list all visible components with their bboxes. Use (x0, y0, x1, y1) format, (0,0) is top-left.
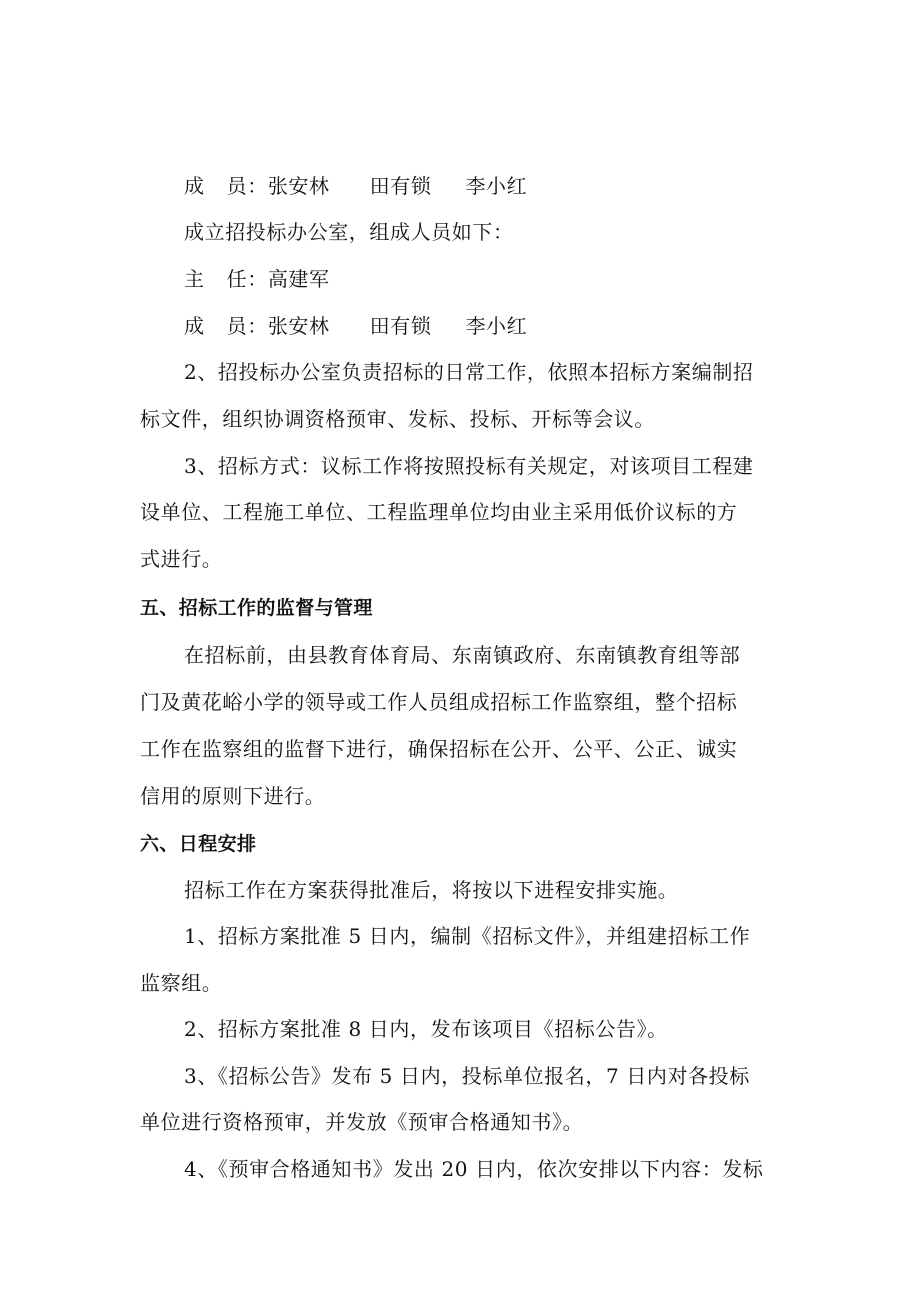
section-heading-5: 五、招标工作的监督与管理 (140, 597, 373, 619)
director-name: 高建军 (267, 267, 330, 291)
director-line (184, 265, 834, 293)
section-heading-6: 六、日程安排 (140, 833, 257, 855)
member-name: 李小红 (465, 314, 528, 338)
paragraph-line: 监察组。 (140, 971, 223, 995)
paragraph-line: 门及黄花峪小学的领导或工作人员组成招标工作监察组，整个招标 (140, 690, 738, 714)
paragraph-line: 信用的原则下进行。 (140, 784, 326, 808)
member-name: 田有锁 (369, 314, 432, 338)
schedule-item-4: 4、《预审合格通知书》发出 20 日内，依次安排以下内容：发标 (184, 1157, 764, 1181)
paragraph-line: 招标工作在方案获得批准后，将按以下进程安排实施。 (184, 878, 679, 902)
members-line-2 (184, 312, 834, 340)
paragraph-line: 式进行。 (140, 547, 223, 571)
member-name: 李小红 (465, 174, 528, 198)
member-name: 田有锁 (369, 174, 432, 198)
member-label-b: 员： (226, 174, 268, 198)
paragraph-line: 设单位、工程施工单位、工程监理单位均由业主采用低价议标的方 (140, 500, 738, 524)
paragraph-line: 标文件，组织协调资格预审、发标、投标、开标等会议。 (140, 407, 655, 431)
paragraph-line: 工作在监察组的监督下进行，确保招标在公开、公平、公正、诚实 (140, 737, 738, 761)
paragraph-line: 在招标前，由县教育体育局、东南镇政府、东南镇教育组等部 (184, 643, 741, 667)
members-line-1 (184, 172, 834, 200)
office-intro: 成立招投标办公室，组成人员如下： (184, 220, 514, 244)
schedule-item-2: 2、招标方案批准 8 日内，发布该项目《招标公告》。 (184, 1017, 668, 1041)
director-label-b: 任： (226, 267, 268, 291)
member-label-a: 成 (184, 174, 205, 198)
member-name: 张安林 (267, 174, 330, 198)
member-label-a: 成 (184, 314, 205, 338)
paragraph-line: 单位进行资格预审，并发放《预审合格通知书》。 (140, 1110, 584, 1134)
schedule-item-3: 3、《招标公告》发布 5 日内，投标单位报名，7 日内对各投标 (184, 1064, 750, 1088)
paragraph-line: 3、招标方式：议标工作将按照投标有关规定，对该项目工程建 (184, 454, 754, 478)
paragraph-line: 2、招投标办公室负责招标的日常工作，依照本招标方案编制招 (184, 360, 754, 384)
member-label-b: 员： (226, 314, 268, 338)
member-name: 张安林 (267, 314, 330, 338)
schedule-item-1: 1、招标方案批准 5 日内，编制《招标文件》，并组建招标工作 (184, 924, 751, 948)
director-label-a: 主 (184, 267, 205, 291)
